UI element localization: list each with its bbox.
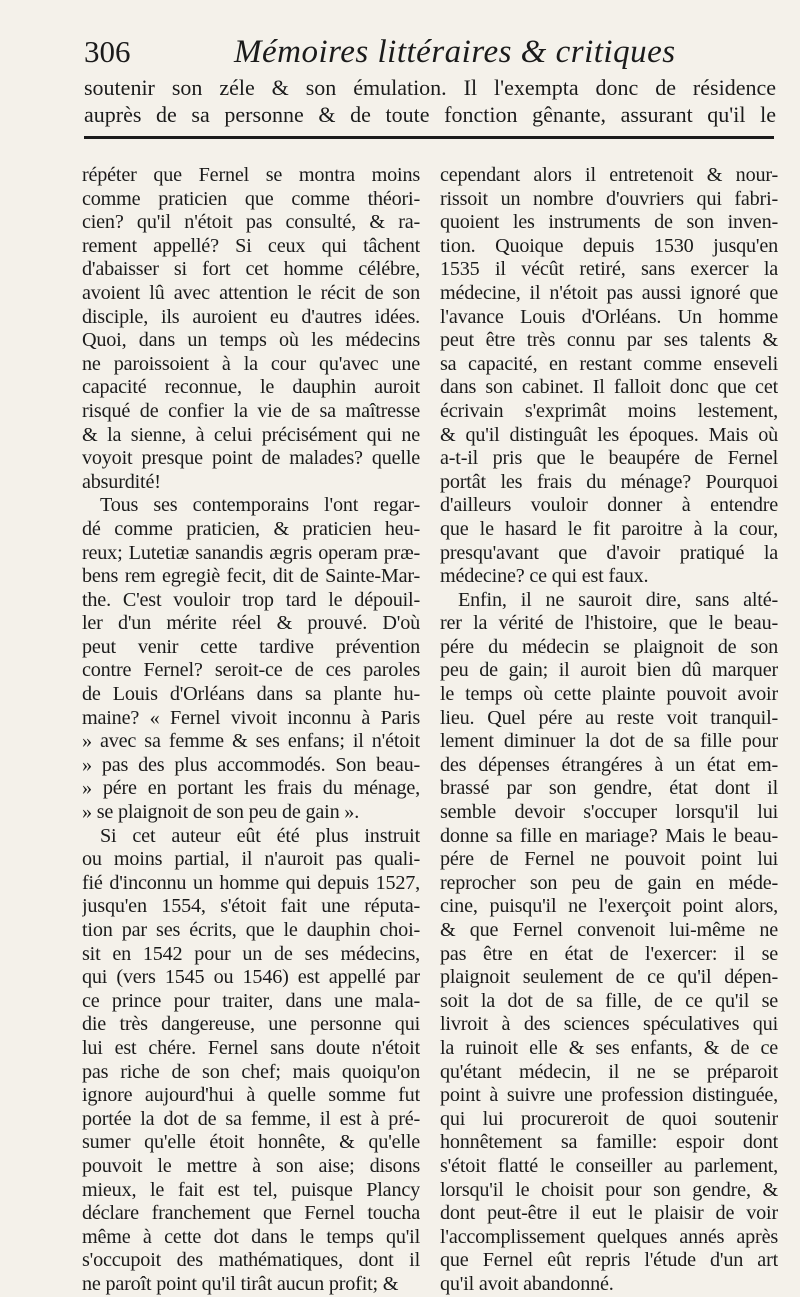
text-line: lieu. Quel pére au reste voit tranquil- — [440, 706, 778, 729]
text-line: peu de gain; il auroit bien dû marquer — [440, 659, 778, 682]
text-line: Tous ses contemporains l'ont regar- — [100, 494, 420, 517]
text-line: reux; Lutetiæ sanandis ægris operam præ- — [82, 541, 420, 564]
text-line: d'abaisser si fort cet homme célébre, — [82, 258, 420, 281]
text-line: tion par ses écrits, que le dauphin choi- — [82, 919, 420, 941]
text-line: reprocher son peu de gain en méde- — [440, 871, 778, 894]
text-line: honnêtement sa famille: espoir dont — [440, 1131, 778, 1154]
text-line: rer la vérité de l'histoire, que le beau- — [440, 612, 778, 635]
text-line: médecine, il n'étoit pas aussi ignoré que — [440, 281, 778, 304]
text-line: risqué de confier la vie de sa maîtresse — [82, 399, 420, 422]
text-line: ne paroît point qu'il tirât aucun profit; & — [82, 1272, 399, 1295]
text-line: s'occupoit des mathématiques, dont il — [82, 1249, 420, 1272]
text-line: s'étoit flatté le conseiller au parlement, — [440, 1154, 778, 1177]
text-line: peut être très connu par ses talents & — [440, 329, 778, 352]
text-line: qui lui procureroit de quoi soutenir — [440, 1107, 778, 1130]
text-line: des dépenses étrangéres à un état em- — [440, 753, 778, 776]
text-line: fié d'inconnu un homme qui depuis 1527, — [82, 871, 420, 894]
text-line: l'accomplissement quelques annés après — [440, 1225, 778, 1248]
paragraph — [82, 164, 420, 494]
text-line: pouvoit le mettre à son aise; disons — [82, 1154, 420, 1177]
text-line: qu'étant médecin, il ne se préparoit — [440, 1060, 778, 1083]
text-line: portât les frais du ménage? Pourquoi — [440, 470, 778, 493]
text-line: disciple, ils auroient eu d'autres idées. — [82, 305, 420, 328]
text-line: » pére en portant les frais du ménage, — [82, 777, 420, 800]
paragraph — [82, 825, 420, 1297]
paragraph — [440, 164, 778, 589]
text-line: » se plaignoit de son peu de gain ». — [82, 801, 360, 824]
text-line: sit en 1542 pour un de ses médecins, — [82, 942, 420, 965]
left-column — [82, 164, 420, 1297]
text-line: bens rem egregiè fecit, dit de Sainte-Mar- — [82, 565, 420, 588]
text-line: plaignoit seulement de ce qu'il dépen- — [440, 966, 778, 989]
text-line: pas riche de son chef; mais quoiqu'on — [82, 1060, 420, 1083]
text-line: donne sa fille en mariage? Mais le beau- — [440, 824, 778, 847]
text-line: rissoit un nombre d'ouvriers qui fabri- — [440, 187, 778, 210]
text-line: écrivain s'exprimât moins lestement, — [440, 399, 778, 422]
text-line: Si cet auteur eût été plus instruit — [100, 824, 420, 847]
text-line: médecine? ce qui est faux. — [440, 565, 649, 588]
text-line: » avec sa femme & ses enfans; il n'étoit — [82, 730, 420, 753]
text-line: que Fernel eût repris l'étude d'un art — [440, 1249, 778, 1272]
text-line: semble devoir s'occuper lorsqu'il lui — [440, 801, 778, 824]
text-line: livroit à des sciences spéculatives qui — [440, 1013, 778, 1036]
text-line: dont peut-être il eut le plaisir de voir — [440, 1202, 778, 1225]
text-line: ler d'un mérite réel & prouvé. D'où — [82, 612, 420, 635]
text-line: 1535 il vécût retiré, sans exercer la — [440, 258, 778, 281]
text-line: the. C'est vouloir trop tard le dépouil- — [82, 588, 420, 611]
text-line: cine, puisqu'il ne l'exerçoit point alors, — [440, 895, 778, 918]
text-line: l'avance Louis d'Orléans. Un homme — [440, 305, 778, 328]
text-line: & que Fernel convenoit lui-même ne — [440, 919, 778, 941]
text-line: tion. Quoique depuis 1530 jusqu'en — [440, 234, 778, 257]
text-line: dans son cabinet. Il falloit donc que cet — [440, 376, 778, 399]
text-line: soit la dot de sa fille, de ce qu'il se — [440, 989, 778, 1012]
header-rule — [84, 136, 774, 139]
text-line: quoient les instruments de son inven- — [440, 211, 778, 234]
text-line: contre Fernel? seroit-ce de ces paroles — [82, 659, 420, 682]
text-line: d'ailleurs vouloir donner à entendre — [440, 494, 778, 517]
text-line: presqu'avant que d'avoir pratiqué la — [440, 541, 778, 564]
text-line: pas être en état de l'exercer: il se — [440, 942, 778, 965]
text-line: ne paroissoient à la cour qu'avec une — [82, 352, 420, 375]
text-line: ce prince pour traiter, dans une mala- — [82, 989, 420, 1012]
text-line: déclare franchement que Fernel toucha — [82, 1202, 420, 1225]
text-line: maine? « Fernel vivoit inconnu à Paris — [82, 706, 420, 729]
text-line: pére de Fernel ne pouvoit point lui — [440, 848, 778, 871]
page-header — [84, 30, 774, 74]
text-line: portée la dot de sa femme, il est à pré- — [82, 1107, 420, 1130]
right-column — [440, 164, 778, 1297]
carryover-line: soutenir son zéle & son émulation. Il l'exempta donc de résidence — [84, 75, 776, 100]
text-line: ou moins partial, il n'auroit pas quali- — [82, 848, 420, 871]
text-line: pére du médecin se plaignoit de son — [440, 635, 778, 658]
text-line: lui est chére. Fernel sans doute n'étoit — [82, 1036, 420, 1059]
text-line: point à suivre une profession distinguée, — [440, 1084, 778, 1107]
text-line: ignore aujourd'hui à quelle somme fut — [82, 1084, 420, 1107]
paragraph — [82, 494, 420, 824]
text-line: jusqu'en 1554, s'étoit fait une réputa- — [82, 895, 420, 918]
text-line: & qu'il distinguât les époques. Mais où — [440, 423, 778, 446]
text-line: répéter que Fernel se montra moins — [82, 164, 420, 186]
running-title: Mémoires littéraires & critiques — [234, 34, 676, 70]
text-line: » pas des plus accommodés. Son beau- — [82, 753, 420, 776]
text-line: mieux, le fait est tel, puisque Plancy — [82, 1178, 420, 1201]
text-line: Quoi, dans un temps où les médecins — [82, 329, 420, 352]
text-line: & la sienne, à celui précisément qui ne — [82, 423, 420, 446]
text-line: qu'il avoit abandonné. — [440, 1272, 614, 1295]
carryover-line: auprès de sa personne & de toute fonction gênante, assurant qu'il le — [84, 102, 776, 127]
text-line: a-t-il pris que le beaupére de Fernel — [440, 447, 778, 470]
text-line: que le hasard le fit paroitre à la cour, — [440, 517, 778, 540]
text-line: cien? qu'il n'étoit pas consulté, & ra- — [82, 211, 420, 234]
text-line: capacité reconnue, le dauphin auroit — [82, 376, 420, 399]
text-line: cependant alors il entretenoit & nour- — [440, 164, 778, 186]
text-line: die très dangereuse, une personne qui — [82, 1013, 420, 1036]
text-line: comme praticien que comme théori- — [82, 187, 420, 210]
text-line: même à cette dot dans le temps qu'il — [82, 1225, 420, 1248]
text-line: sa capacité, en restant comme enseveli — [440, 352, 778, 375]
paragraph — [440, 589, 778, 1297]
text-line: avoient lû avec attention le récit de son — [82, 281, 420, 304]
text-line: lement diminuer la dot de sa fille pour — [440, 730, 778, 753]
text-line: voyoit presque point de malades? quelle — [82, 447, 420, 470]
text-line: peut venir cette tardive prévention — [82, 635, 420, 658]
text-line: rement appellé? Si ceux qui tâchent — [82, 234, 420, 257]
text-line: sumer qu'elle étoit honnête, & qu'elle — [82, 1131, 420, 1154]
text-line: lorsqu'il le choisit pour son gendre, & — [440, 1178, 778, 1201]
text-line: absurdité! — [82, 470, 161, 493]
text-line: Enfin, il ne sauroit dire, sans alté- — [458, 588, 778, 611]
text-line: qui (vers 1545 ou 1546) est appellé par — [82, 966, 420, 989]
text-line: la ruinoit elle & ses enfants, & de ce — [440, 1036, 778, 1059]
page-number: 306 — [84, 34, 131, 69]
text-line: brassé par son gendre, état dont il — [440, 777, 778, 800]
carryover-text — [84, 74, 776, 128]
text-line: dé comme praticien, & praticien heu- — [82, 517, 420, 540]
text-line: le temps où cette plainte pouvoit avoir — [440, 683, 778, 706]
text-line: de Louis d'Orléans dans sa plante hu- — [82, 683, 420, 706]
